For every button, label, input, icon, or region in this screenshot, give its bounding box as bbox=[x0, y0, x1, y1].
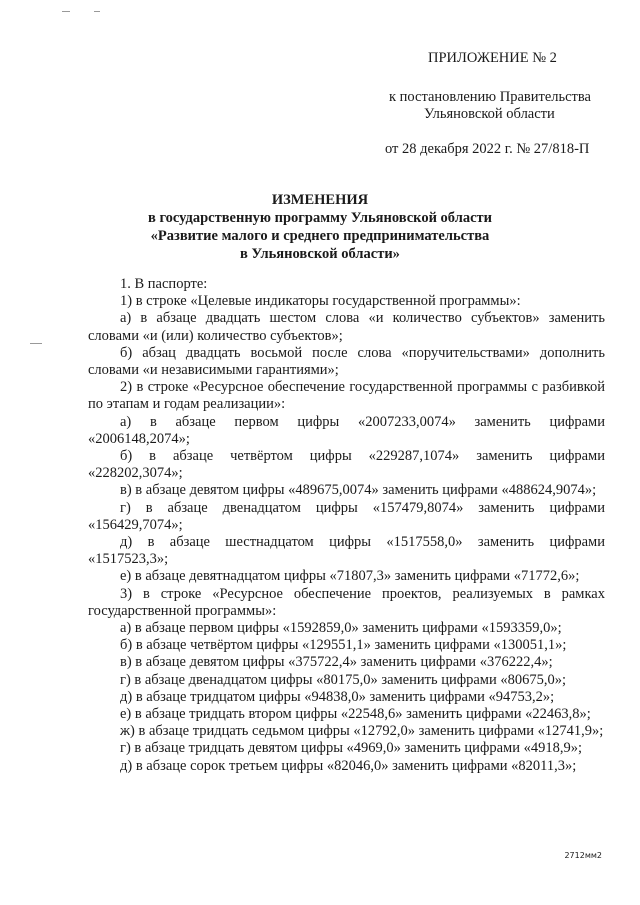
doc-subtitle-line2: «Развитие малого и среднего предпринимательства bbox=[150, 228, 490, 244]
subsection-item: 1) в строке «Целевые индикаторы государственной программы»: bbox=[120, 293, 521, 310]
subsection-item: 2) в строке «Ресурсное обеспечение государственной программы с разбивкой по этапам и годам реализации»: bbox=[88, 379, 605, 413]
amendment-item: ж) в абзаце тридцать седьмом цифры «12792,0» заменить цифрами «12741,9»; bbox=[120, 723, 604, 740]
amendment-item: г) в абзаце двенадцатом цифры «157479,8074» заменить цифрами «156429,7074»; bbox=[88, 499, 605, 533]
subsection-item: 3) в строке «Ресурсное обеспечение проектов, реализуемых в рамках государственной программы»: bbox=[88, 585, 605, 619]
amendment-item: а) в абзаце первом цифры «2007233,0074» заменить цифрами «2006148,2074»; bbox=[88, 413, 605, 447]
resolution-ref-line2: Ульяновской области bbox=[424, 106, 555, 122]
amendment-item: г) в абзаце двенадцатом цифры «80175,0» заменить цифрами «80675,0»; bbox=[120, 671, 567, 688]
amendment-item: б) в абзаце четвёртом цифры «229287,1074» заменить цифрами «228202,3074»; bbox=[88, 448, 605, 482]
document-body bbox=[88, 276, 605, 775]
doc-subtitle-line3: в Ульяновской области» bbox=[240, 246, 400, 262]
resolution-date-number: от 28 декабря 2022 г. № 27/818-П bbox=[385, 141, 590, 157]
amendment-item: д) в абзаце шестнадцатом цифры «1517558,0» заменить цифрами «1517523,3»; bbox=[88, 534, 605, 568]
amendment-item: в) в абзаце девятом цифры «489675,0074» заменить цифрами «488624,9074»; bbox=[120, 482, 597, 499]
amendment-item: е) в абзаце тридцать втором цифры «22548,6» заменить цифрами «22463,8»; bbox=[120, 706, 591, 723]
amendment-item: г) в абзаце тридцать девятом цифры «4969,0» заменить цифрами «4918,9»; bbox=[120, 740, 582, 757]
doc-title: ИЗМЕНЕНИЯ bbox=[271, 192, 369, 208]
footer-code: 2712мм2 bbox=[564, 851, 602, 860]
amendment-item: д) в абзаце тридцатом цифры «94838,0» заменить цифрами «94753,2»; bbox=[120, 688, 555, 705]
amendment-item: в) в абзаце девятом цифры «375722,4» заменить цифрами «376222,4»; bbox=[120, 654, 553, 671]
amendment-item: б) в абзаце четвёртом цифры «129551,1» заменить цифрами «130051,1»; bbox=[120, 637, 567, 654]
amendment-item: е) в абзаце девятнадцатом цифры «71807,3» заменить цифрами «71772,6»; bbox=[120, 568, 580, 585]
scan-mark bbox=[94, 11, 100, 12]
scan-mark bbox=[62, 11, 70, 12]
section-heading: 1. В паспорте: bbox=[120, 276, 208, 292]
amendment-item: а) в абзаце первом цифры «1592859,0» заменить цифрами «1593359,0»; bbox=[120, 620, 562, 637]
amendment-item: б) абзац двадцать восьмой после слова «поручительствами» дополнить словами «и независимыми гарантиями»; bbox=[88, 344, 605, 379]
doc-subtitle-line1: в государственную программу Ульяновской области bbox=[147, 210, 492, 226]
scan-mark bbox=[30, 343, 42, 344]
resolution-ref-line1: к постановлению Правительства bbox=[389, 89, 591, 105]
amendment-item: а) в абзаце двадцать шестом слова «и количество субъектов» заменить словами «и (или) количество субъектов»; bbox=[88, 310, 605, 344]
appendix-label: ПРИЛОЖЕНИЕ № 2 bbox=[428, 50, 557, 66]
amendment-item: д) в абзаце сорок третьем цифры «82046,0» заменить цифрами «82011,3»; bbox=[120, 757, 577, 774]
